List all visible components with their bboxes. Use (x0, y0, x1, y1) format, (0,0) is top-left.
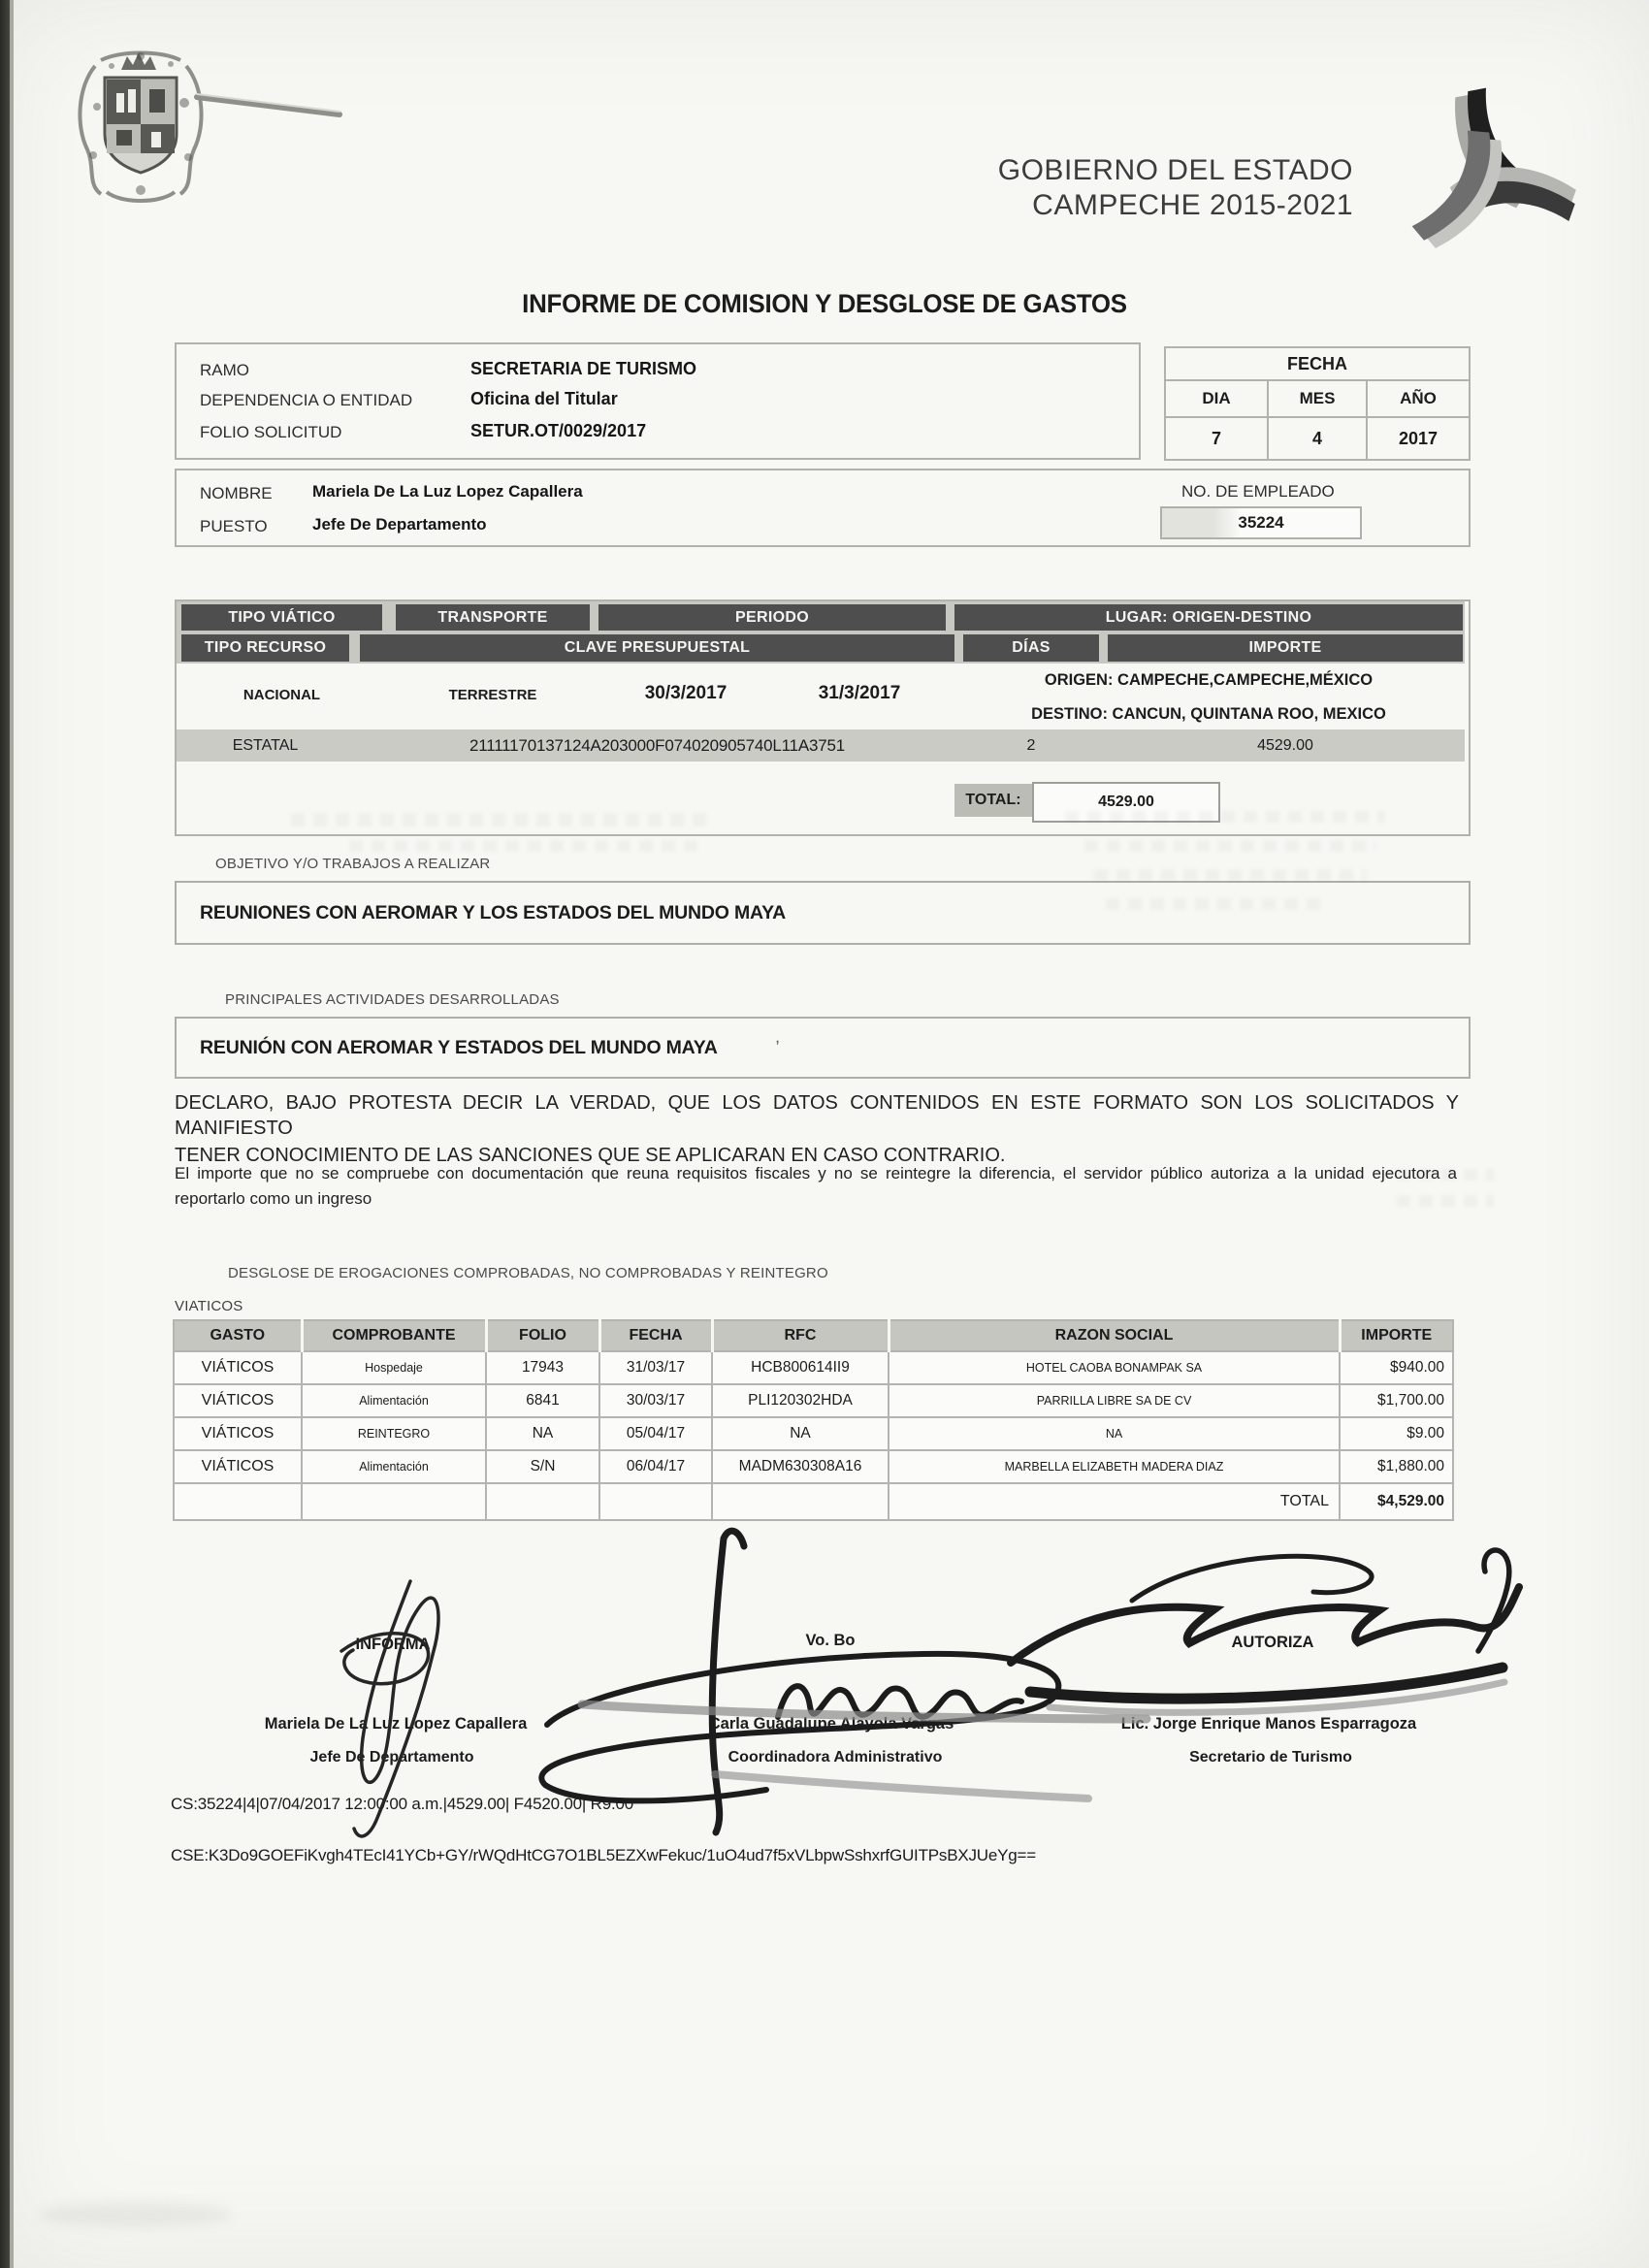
dia-value: 7 (1211, 429, 1221, 448)
cell-fecha: 05/04/17 (599, 1417, 712, 1450)
cell-rfc: MADM630308A16 (712, 1450, 889, 1483)
folio-value: SETUR.OT/0029/2017 (470, 421, 647, 440)
cell-razon-social: NA (889, 1417, 1340, 1450)
cell-empty (712, 1483, 889, 1520)
col-rfc: RFC (712, 1320, 889, 1351)
government-letterhead (998, 153, 1353, 223)
actividades-label: PRINCIPALES ACTIVIDADES DESARROLLADAS (225, 991, 560, 1008)
table-row (174, 1384, 1453, 1417)
col-importe: IMPORTE (1340, 1320, 1453, 1351)
firma-informa-puesto: Jefe De Departamento (309, 1749, 474, 1766)
header-transporte: TRANSPORTE (396, 604, 590, 631)
header-clave: CLAVE PRESUPUESTAL (360, 634, 954, 662)
periodo-inicio-value: 30/3/2017 (644, 683, 728, 703)
header-lugar: LUGAR: ORIGEN-DESTINO (954, 604, 1463, 631)
no-empleado-value-box (1160, 506, 1362, 539)
objetivo-text: REUNIONES CON AEROMAR Y LOS ESTADOS DEL MUNDO MAYA (200, 901, 786, 923)
col-gasto: GASTO (174, 1320, 302, 1351)
cell-gasto: VIÁTICOS (174, 1384, 302, 1417)
clave-presupuestal-value: 21111170137124A203000F074020905740L11A3751 (469, 735, 846, 755)
bleedthrough-artifact (1065, 811, 1385, 823)
nota-line1: El importe que no se compruebe con documentación que reuna requisitos fiscales y no se reintegre la diferencia, el servidor público autoriza a la unidad ejecutora a (175, 1164, 1457, 1183)
fecha-title: FECHA (1166, 348, 1469, 381)
col-fecha: FECHA (599, 1320, 712, 1351)
cell-comprobante: Alimentación (302, 1384, 486, 1417)
summary-total-value: 4529.00 (1098, 794, 1154, 810)
declaracion-line2: TENER CONOCIMIENTO DE LAS SANCIONES QUE SE APLICARAN EN CASO CONTRARIO. (175, 1145, 1006, 1166)
cell-comprobante: REINTEGRO (302, 1417, 486, 1450)
no-empleado-value: 35224 (1238, 513, 1284, 532)
firma-autoriza-puesto: Secretario de Turismo (1189, 1749, 1352, 1766)
cell-fecha: 31/03/17 (599, 1351, 712, 1384)
tipo-viatico-value: NACIONAL (242, 686, 321, 703)
dia-label: DIA (1202, 389, 1231, 407)
firma-informa-label: INFORMA (355, 1636, 431, 1653)
transporte-value: TERRESTRE (448, 686, 537, 703)
header-dias: DÍAS (963, 634, 1099, 662)
actividades-text: REUNIÓN CON AEROMAR Y ESTADOS DEL MUNDO MAYA (200, 1036, 718, 1058)
bleedthrough-artifact (1397, 1169, 1494, 1181)
cell-empty (302, 1483, 486, 1520)
puesto-label: PUESTO (200, 517, 268, 535)
info-box (175, 342, 1141, 460)
cell-comprobante: Alimentación (302, 1450, 486, 1483)
header-tipo-recurso: TIPO RECURSO (181, 634, 349, 662)
header-tipo-viatico: TIPO VIÁTICO (181, 604, 382, 631)
viaticos-section-label: VIATICOS (175, 1298, 243, 1314)
tipo-recurso-value: ESTATAL (232, 736, 299, 754)
cell-rfc: NA (712, 1417, 889, 1450)
cell-rfc: HCB800614II9 (712, 1351, 889, 1384)
expenses-total-value: $4,529.00 (1340, 1483, 1453, 1520)
table-row (174, 1450, 1453, 1483)
expenses-table (173, 1319, 1454, 1521)
dias-value: 2 (1026, 736, 1036, 754)
cell-razon-social: MARBELLA ELIZABETH MADERA DIAZ (889, 1450, 1340, 1483)
firma-vobo-nombre: Carla Guadalupe Alayola Vargas (708, 1715, 954, 1733)
origen-value: ORIGEN: CAMPECHE,CAMPECHE,MÉXICO (1044, 670, 1374, 689)
actividades-box (175, 1017, 1471, 1079)
firma-autoriza-label: AUTORIZA (1231, 1634, 1314, 1651)
cse-footer-line: CSE:K3Do9GOEFiKvgh4TEcI41YCb+GY/rWQdHtCG7O1BL5EZXwFekuc/1uO4ud7f5xVLbpwSshxrfGUITPsBXJUeYg== (171, 1846, 1036, 1864)
desglose-label: DESGLOSE DE EROGACIONES COMPROBADAS, NO COMPROBADAS Y REINTEGRO (228, 1265, 828, 1281)
expenses-header-row (174, 1320, 1453, 1351)
bleedthrough-artifact (1094, 869, 1366, 881)
signature-autoriza (1011, 1550, 1519, 1712)
cell-fecha: 30/03/17 (599, 1384, 712, 1417)
cell-razon-social: HOTEL CAOBA BONAMPAK SA (889, 1351, 1340, 1384)
folio-label: FOLIO SOLICITUD (200, 423, 342, 441)
expenses-total-row (174, 1483, 1453, 1520)
mes-label: MES (1267, 381, 1368, 416)
firma-vobo-label: Vo. Bo (805, 1632, 856, 1649)
objetivo-box (175, 881, 1471, 945)
cell-folio: NA (486, 1417, 599, 1450)
cell-importe: $9.00 (1340, 1417, 1453, 1450)
document-title: INFORME DE COMISION Y DESGLOSE DE GASTOS (522, 289, 1127, 318)
firma-vobo-puesto: Coordinadora Administrativo (728, 1749, 943, 1766)
destino-value: DESTINO: CANCUN, QUINTANA ROO, MEXICO (1031, 704, 1386, 723)
expenses-total-label: TOTAL (889, 1483, 1340, 1520)
government-line2: CAMPECHE 2015-2021 (1032, 189, 1353, 221)
cell-importe: $940.00 (1340, 1351, 1453, 1384)
cell-importe: $1,700.00 (1340, 1384, 1453, 1417)
ramo-value: SECRETARIA DE TURISMO (470, 359, 697, 378)
bleedthrough-artifact (291, 813, 708, 826)
col-comprobante: COMPROBANTE (302, 1320, 486, 1351)
scan-edge-strip (0, 0, 10, 2268)
importe-value: 4529.00 (1257, 736, 1313, 754)
bleedthrough-artifact (1106, 898, 1329, 910)
puesto-value: Jefe De Departamento (312, 515, 487, 534)
dependencia-value: Oficina del Titular (470, 389, 618, 408)
fecha-table (1164, 346, 1471, 461)
objetivo-label: OBJETIVO Y/O TRABAJOS A REALIZAR (215, 856, 491, 872)
cell-gasto: VIÁTICOS (174, 1351, 302, 1384)
col-folio: FOLIO (486, 1320, 599, 1351)
firma-autoriza-nombre: Lic. Jorge Enrique Manos Esparragoza (1120, 1715, 1417, 1733)
header-importe: IMPORTE (1108, 634, 1463, 662)
cell-empty (599, 1483, 712, 1520)
cell-folio: S/N (486, 1450, 599, 1483)
pen-mark: ʼ (775, 1037, 780, 1057)
cell-rfc: PLI120302HDA (712, 1384, 889, 1417)
cell-gasto: VIÁTICOS (174, 1417, 302, 1450)
declaracion-paragraph (175, 1090, 1459, 1168)
bleedthrough-artifact (1397, 1195, 1494, 1207)
cell-importe: $1,880.00 (1340, 1450, 1453, 1483)
summary-total-label: TOTAL: (954, 784, 1032, 817)
header-periodo: PERIODO (598, 604, 946, 631)
nombre-value: Mariela De La Luz Lopez Capallera (312, 482, 583, 501)
cell-razon-social: PARRILLA LIBRE SA DE CV (889, 1384, 1340, 1417)
cell-folio: 17943 (486, 1351, 599, 1384)
signature-vobo (541, 1531, 1147, 1832)
mes-value: 4 (1267, 418, 1368, 459)
staple (189, 85, 349, 129)
cell-folio: 6841 (486, 1384, 599, 1417)
cell-fecha: 06/04/17 (599, 1450, 712, 1483)
scan-edge-highlight (10, 0, 14, 2268)
government-line1: GOBIERNO DEL ESTADO (997, 154, 1353, 186)
nota-line2: reportarlo como un ingreso (175, 1189, 372, 1208)
col-razon-social: RAZON SOCIAL (889, 1320, 1340, 1351)
ramo-label: RAMO (200, 361, 249, 379)
bleedthrough-artifact (1084, 840, 1375, 852)
ano-label: AÑO (1400, 389, 1437, 407)
dependencia-label: DEPENDENCIA O ENTIDAD (200, 391, 413, 409)
cell-comprobante: Hospedaje (302, 1351, 486, 1384)
cell-gasto: VIÁTICOS (174, 1450, 302, 1483)
campeche-government-logo (1387, 76, 1591, 270)
cell-empty (174, 1483, 302, 1520)
nota-paragraph (175, 1162, 1457, 1210)
cs-footer-line: CS:35224|4|07/04/2017 12:00:00 a.m.|4529.00| F4520.00| R9.00 (171, 1795, 634, 1813)
table-row (174, 1417, 1453, 1450)
cell-empty (486, 1483, 599, 1520)
table-row (174, 1351, 1453, 1384)
periodo-fin-value: 31/3/2017 (818, 683, 901, 703)
no-empleado-label: NO. DE EMPLEADO (1181, 482, 1335, 501)
firma-informa-nombre: Mariela De La Luz Lopez Capallera (264, 1715, 528, 1733)
bleedthrough-artifact (349, 840, 698, 852)
nombre-label: NOMBRE (200, 484, 273, 502)
employee-box (175, 469, 1471, 547)
scan-smudge (39, 2202, 233, 2227)
ano-value: 2017 (1398, 429, 1439, 448)
declaracion-line1: DECLARO, BAJO PROTESTA DECIR LA VERDAD, QUE LOS DATOS CONTENIDOS EN ESTE FORMATO SON LOS SOLICITADOS Y MANIFIESTO (175, 1092, 1459, 1139)
